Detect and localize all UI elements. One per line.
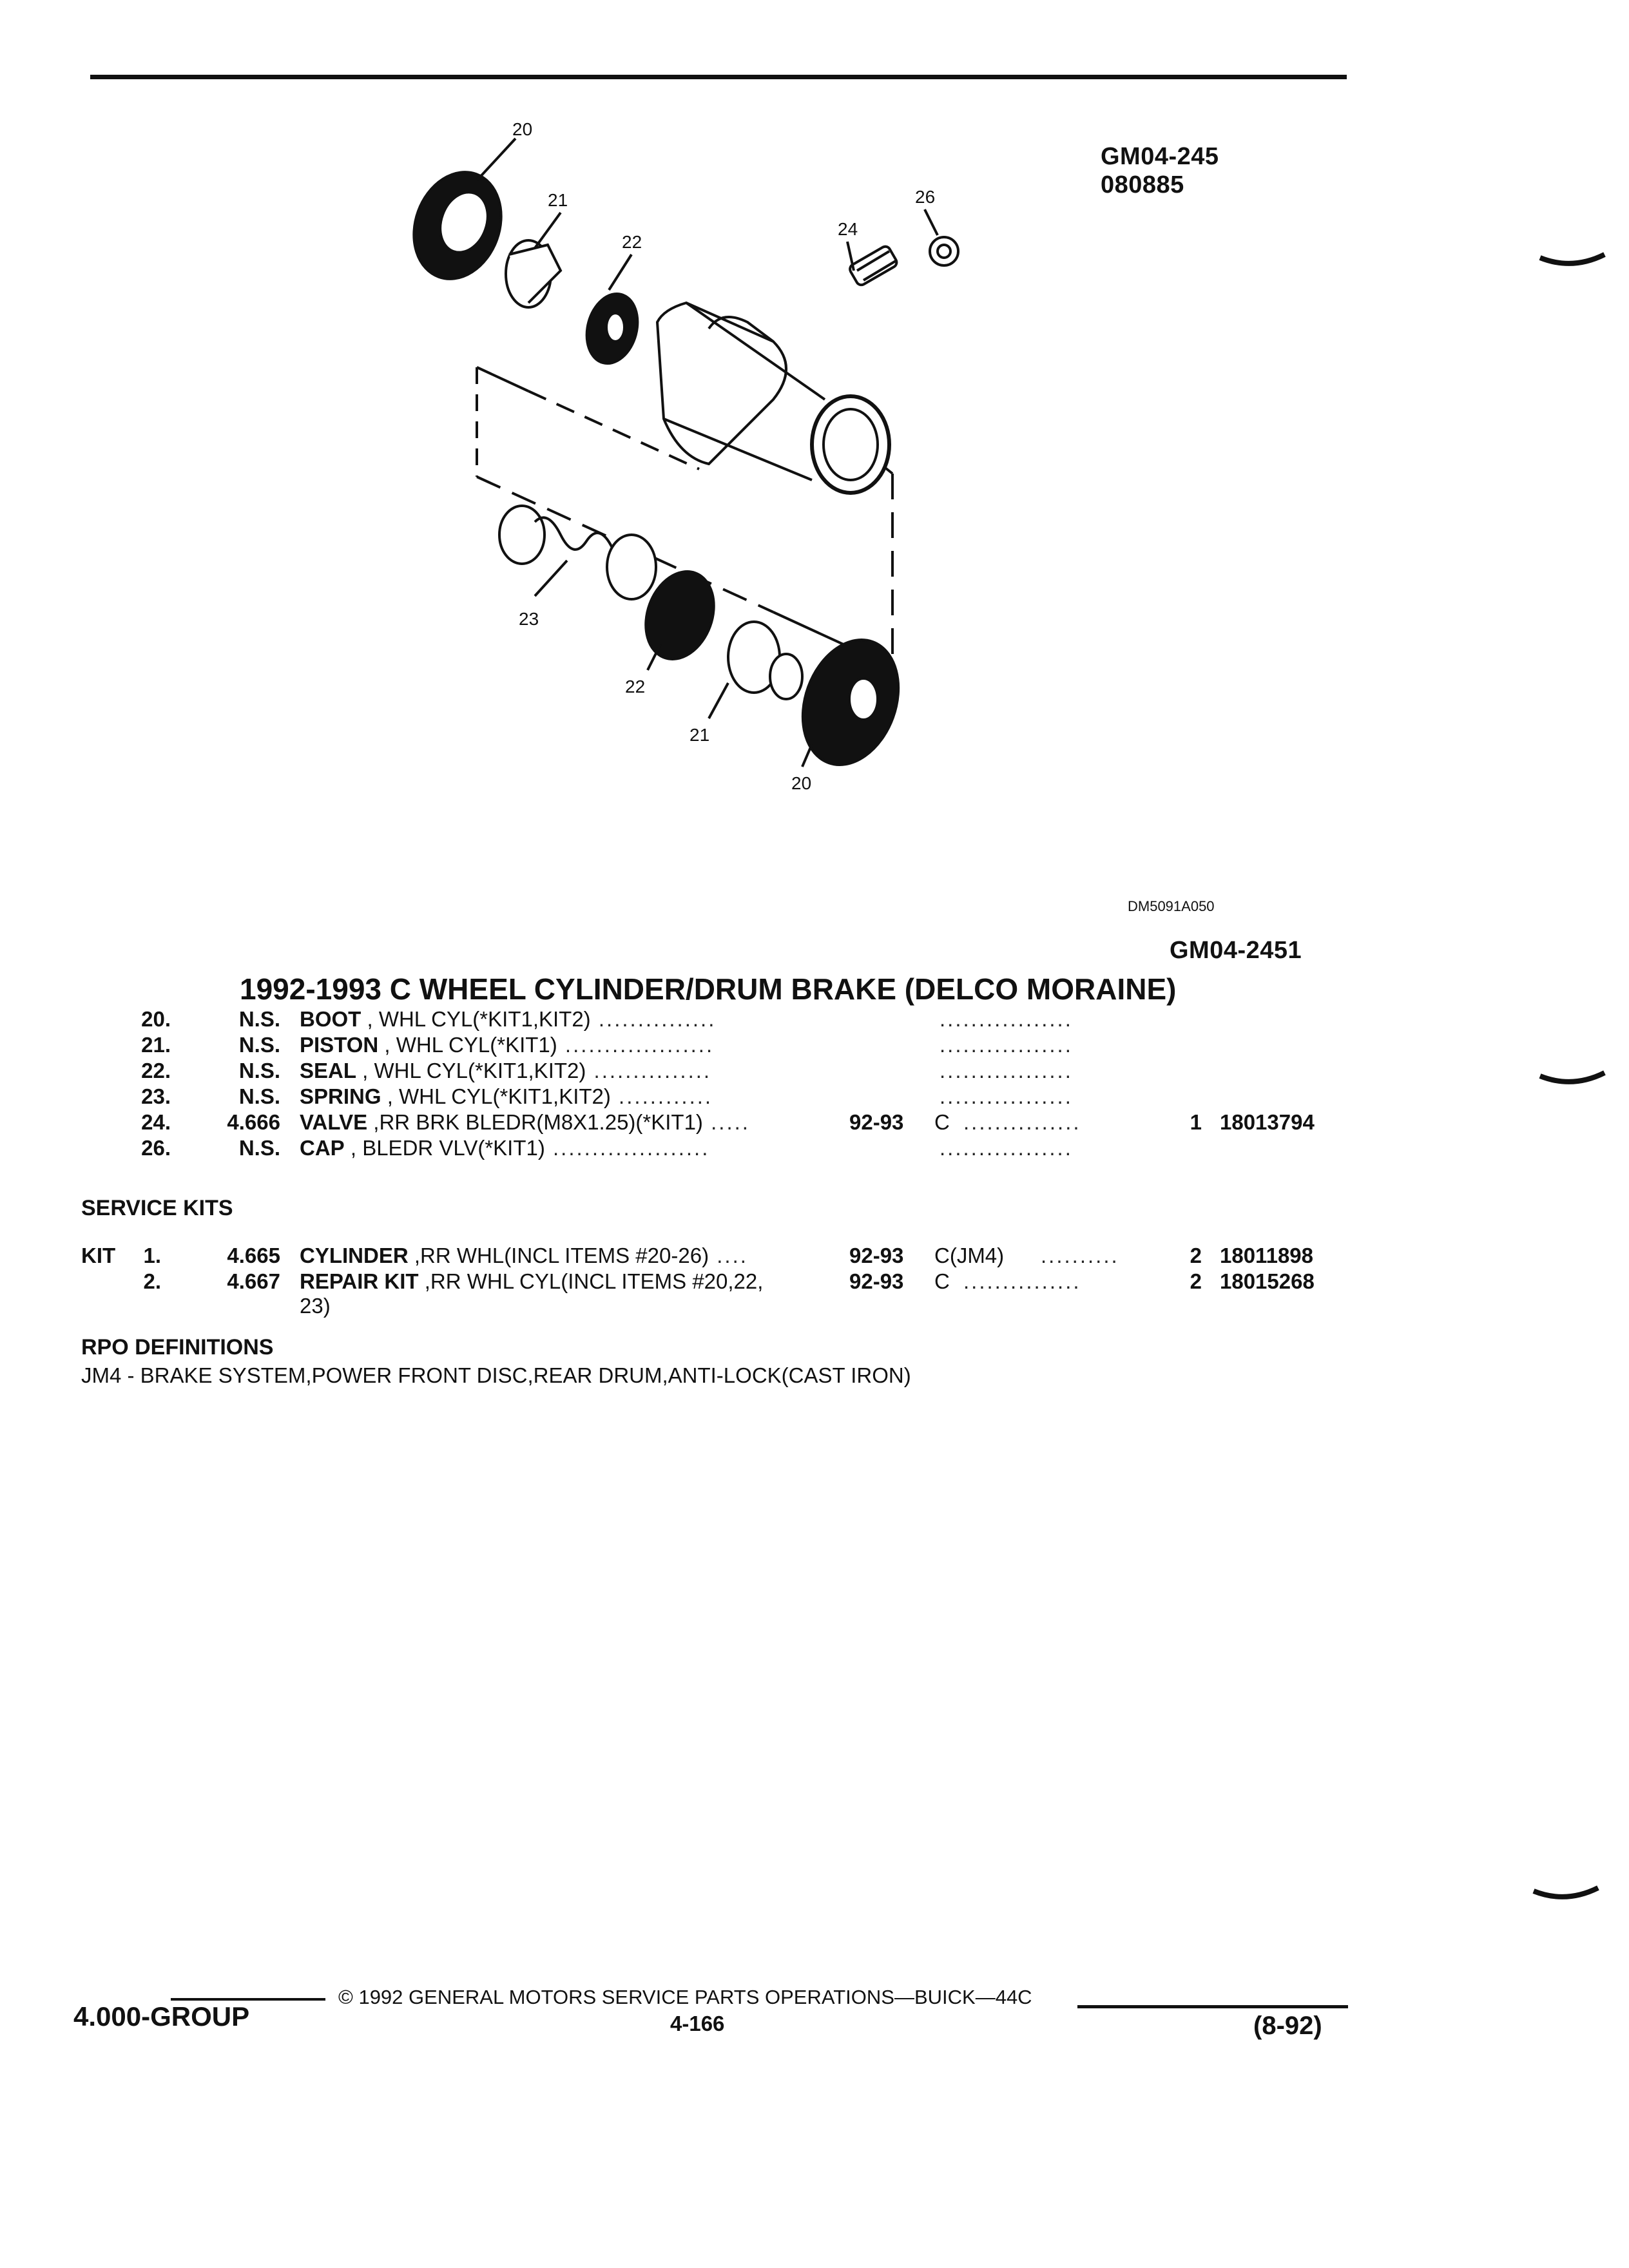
description: BOOT , WHL CYL(*KIT1,KIT2) ............... xyxy=(300,1007,717,1031)
item-number: 22. xyxy=(141,1059,171,1082)
description: CAP , BLEDR VLV(*KIT1) .................... xyxy=(300,1136,710,1160)
part-name: PISTON xyxy=(300,1033,379,1057)
quantity: 2 xyxy=(1190,1244,1202,1267)
years: 92-93 xyxy=(849,1110,904,1134)
kit-name: REPAIR KIT xyxy=(300,1269,419,1293)
part-name: SPRING xyxy=(300,1084,381,1108)
years: 92-93 xyxy=(849,1269,904,1293)
callout-bottom: 22 xyxy=(625,677,646,697)
part-desc: , WHL CYL(*KIT1,KIT2) xyxy=(361,1007,591,1031)
part-name: VALVE xyxy=(300,1110,368,1134)
wheel-cylinder-exploded-diagram xyxy=(361,116,1083,838)
part-number: 18013794 xyxy=(1220,1110,1315,1134)
item-number: 21. xyxy=(141,1033,171,1057)
group-code: 4.666 xyxy=(227,1110,280,1134)
group-code: N.S. xyxy=(238,1007,280,1031)
callout-top: 22 xyxy=(622,232,642,252)
quantity: 1 xyxy=(1190,1110,1202,1134)
part-desc: , BLEDR VLV(*KIT1) xyxy=(344,1136,545,1160)
item-number: 24. xyxy=(141,1110,171,1134)
callout-top: 21 xyxy=(548,190,568,210)
callout-bottom: 23 xyxy=(519,609,539,629)
kit-prefix: KIT xyxy=(81,1244,116,1267)
section-title: 1992-1993 C WHEEL CYLINDER/DRUM BRAKE (DELCO MORAINE) xyxy=(240,972,1177,1006)
description: SPRING , WHL CYL(*KIT1,KIT2) ............ xyxy=(300,1084,713,1108)
group-code: N.S. xyxy=(238,1084,280,1108)
item-number: 20. xyxy=(141,1007,171,1031)
callout-top: 20 xyxy=(512,119,533,139)
description: PISTON , WHL CYL(*KIT1) ................... xyxy=(300,1033,715,1057)
model: C xyxy=(934,1110,950,1134)
description: CYLINDER ,RR WHL(INCL ITEMS #20-26) .... xyxy=(300,1244,748,1267)
rpo-definition: JM4 - BRAKE SYSTEM,POWER FRONT DISC,REAR DRUM,ANTI-LOCK(CAST IRON) xyxy=(81,1363,911,1387)
kit-desc: ,RR WHL CYL(INCL ITEMS #20,22, xyxy=(418,1269,764,1293)
rpo-heading: RPO DEFINITIONS xyxy=(81,1335,274,1360)
edge-mark xyxy=(1527,1878,1605,1930)
kit-number: 2. xyxy=(143,1269,161,1293)
kit-desc: ,RR WHL(INCL ITEMS #20-26) xyxy=(408,1244,709,1267)
years: 92-93 xyxy=(849,1244,904,1267)
part-desc: , WHL CYL(*KIT1,KIT2) xyxy=(381,1084,611,1108)
callout-top: 24 xyxy=(838,219,858,239)
group-code: 4.665 xyxy=(227,1244,280,1267)
part-number: 18011898 xyxy=(1220,1244,1314,1267)
part-number: 18015268 xyxy=(1220,1269,1315,1293)
footer-group: 4.000-GROUP xyxy=(73,2001,250,2032)
footer-rule-right xyxy=(1077,2005,1348,2008)
model: C xyxy=(934,1269,950,1293)
quantity: 2 xyxy=(1190,1269,1202,1293)
model: C(JM4) xyxy=(934,1244,1005,1267)
group-code: N.S. xyxy=(238,1033,280,1057)
ref-code-1: GM04-245 xyxy=(1101,143,1219,170)
item-number: 23. xyxy=(141,1084,171,1108)
kit-desc-continued: 23) xyxy=(300,1294,331,1318)
part-name: SEAL xyxy=(300,1059,357,1082)
service-kits-heading: SERVICE KITS xyxy=(81,1196,233,1220)
description xyxy=(300,1269,763,1294)
description: VALVE ,RR BRK BLEDR(M8X1.25)(*KIT1) ..... xyxy=(300,1110,750,1134)
edge-mark xyxy=(1534,245,1611,296)
group-code: N.S. xyxy=(238,1136,280,1160)
footer-date: (8-92) xyxy=(1253,2012,1322,2040)
callout-bottom: 20 xyxy=(791,773,812,793)
part-name: BOOT xyxy=(300,1007,361,1031)
part-desc: , WHL CYL(*KIT1,KIT2) xyxy=(356,1059,586,1082)
footer-rule-left xyxy=(171,1998,325,2001)
header-rule xyxy=(90,75,1347,79)
image-code: DM5091A050 xyxy=(1128,898,1215,914)
kit-number: 1. xyxy=(143,1244,161,1267)
group-code: N.S. xyxy=(238,1059,280,1082)
part-desc: ,RR BRK BLEDR(M8X1.25)(*KIT1) xyxy=(367,1110,703,1134)
description: SEAL , WHL CYL(*KIT1,KIT2) ............... xyxy=(300,1059,712,1082)
footer-copyright: © 1992 GENERAL MOTORS SERVICE PARTS OPERATIONS—BUICK—44C xyxy=(338,1986,1032,2008)
group-code: 4.667 xyxy=(227,1269,280,1293)
part-name: CAP xyxy=(300,1136,345,1160)
edge-mark xyxy=(1534,1063,1611,1115)
item-number: 26. xyxy=(141,1136,171,1160)
illustration-code: GM04-2451 xyxy=(1170,937,1302,964)
callout-top: 26 xyxy=(915,187,936,207)
callout-bottom: 21 xyxy=(689,725,710,745)
part-desc: , WHL CYL(*KIT1) xyxy=(378,1033,557,1057)
kit-name: CYLINDER xyxy=(300,1244,409,1267)
ref-code-2: 080885 xyxy=(1101,171,1184,198)
footer-page-number: 4-166 xyxy=(670,2012,725,2035)
